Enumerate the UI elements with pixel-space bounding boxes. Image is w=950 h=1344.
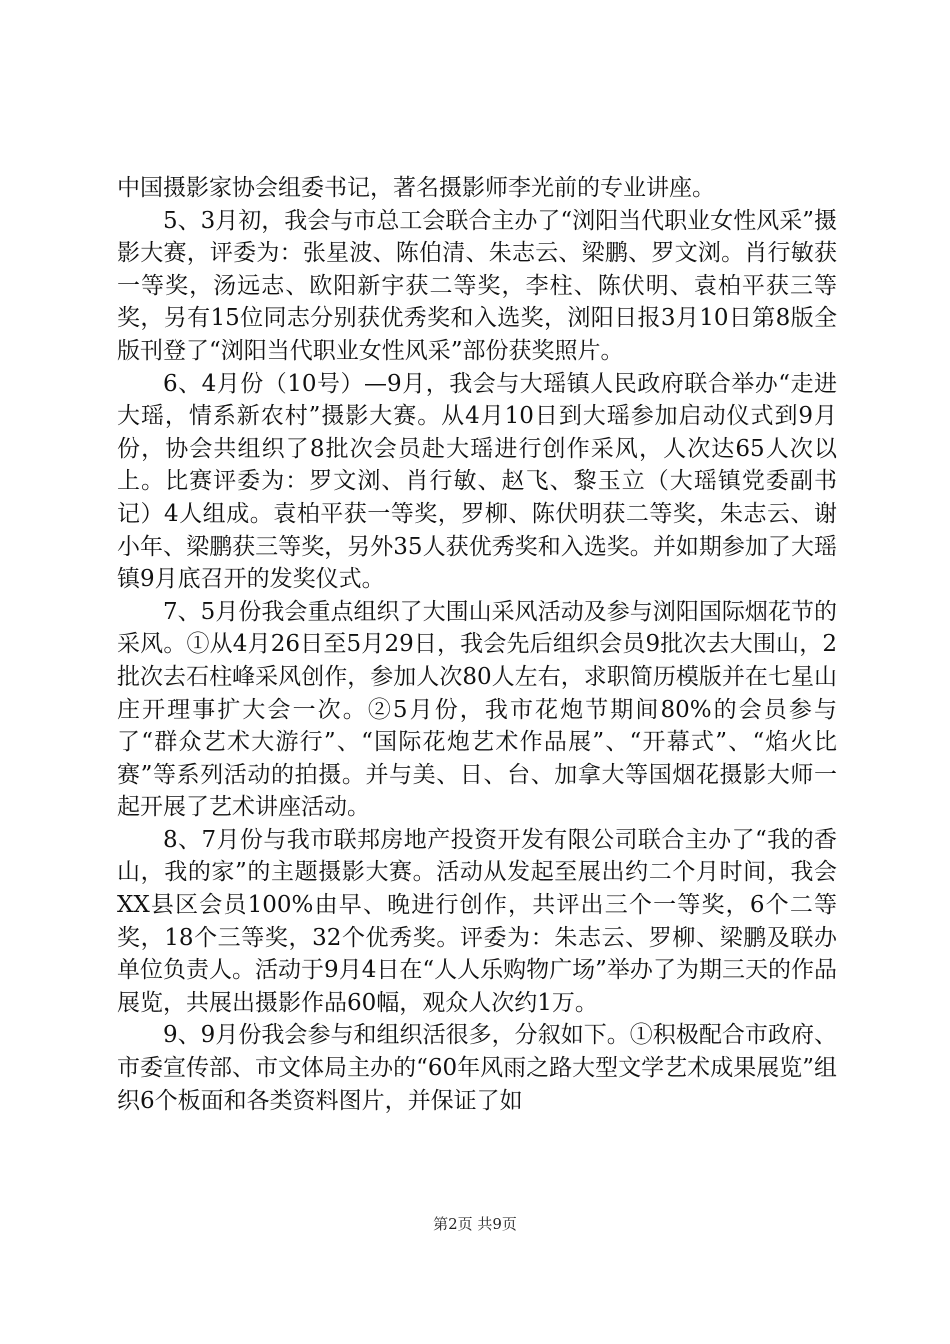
paragraph-item-7: 7、5月份我会重点组织了大围山采风活动及参与浏阳国际烟花节的采风。①从4月26日至5月29日，我会先后组织会员9批次去大围山，2批次去石柱峰采风创作，参加人次80人左右，求职简历模版并在七星山庄开理事扩大会一次。②5月份，我市花炮节期间80%的会员参与了“群众艺术大游行”、“国际花炮艺术作品展”、“开幕式”、“焰火比赛”等系列活动的拍摄。并与美、日、台、加拿大等国烟花摄影大师一起开展了艺术讲座活动。: [117, 598, 837, 821]
paragraph-continuation: 中国摄影家协会组委书记，著名摄影师李光前的专业讲座。: [117, 175, 715, 201]
paragraph-item-9: 9、9月份我会参与和组织活很多，分叙如下。①积极配合市政府、市委宣传部、市文体局主办的“60年风雨之路大型文学艺术成果展览”组织6个板面和各类资料图片，并保证了如: [117, 1022, 837, 1114]
page-footer: 第2页 共9页: [433, 1215, 517, 1233]
paragraph-item-5: 5、3月初，我会与市总工会联合主办了“浏阳当代职业女性风采”摄影大赛，评委为：张星波、陈伯清、朱志云、梁鹏、罗文浏。肖行敏获一等奖，汤远志、欧阳新宇获二等奖，李柱、陈伏明、袁柏平获三等奖，另有15位同志分别获优秀奖和入选奖，浏阳日报3月10日第8版全版刊登了“浏阳当代职业女性风采”部份获奖照片。: [117, 207, 837, 364]
document-body: [117, 172, 837, 1117]
paragraph-item-8: 8、7月份与我市联邦房地产投资开发有限公司联合主办了“我的香山，我的家”的主题摄影大赛。活动从发起至展出约二个月时间，我会XX县区会员100%由早、晚进行创作，共评出三个一等奖，6个二等奖，18个三等奖，32个优秀奖。评委为：朱志云、罗柳、梁鹏及联办单位负责人。活动于9月4日在“人人乐购物广场”举办了为期三天的作品展览，共展出摄影作品60幅，观众人次约1万。: [117, 826, 837, 1016]
paragraph-item-6: 6、4月份（10号）—9月，我会与大瑶镇人民政府联合举办“走进大瑶，情系新农村”摄影大赛。从4月10日到大瑶参加启动仪式到9月份，协会共组织了8批次会员赴大瑶进行创作采风，人次达65人次以上。比赛评委为：罗文浏、肖行敏、赵飞、黎玉立（大瑶镇党委副书记）4人组成。袁柏平获一等奖，罗柳、陈伏明获二等奖，朱志云、谢小年、梁鹏获三等奖，另外35人获优秀奖和入选奖。并如期参加了大瑶镇9月底召开的发奖仪式。: [117, 370, 837, 593]
